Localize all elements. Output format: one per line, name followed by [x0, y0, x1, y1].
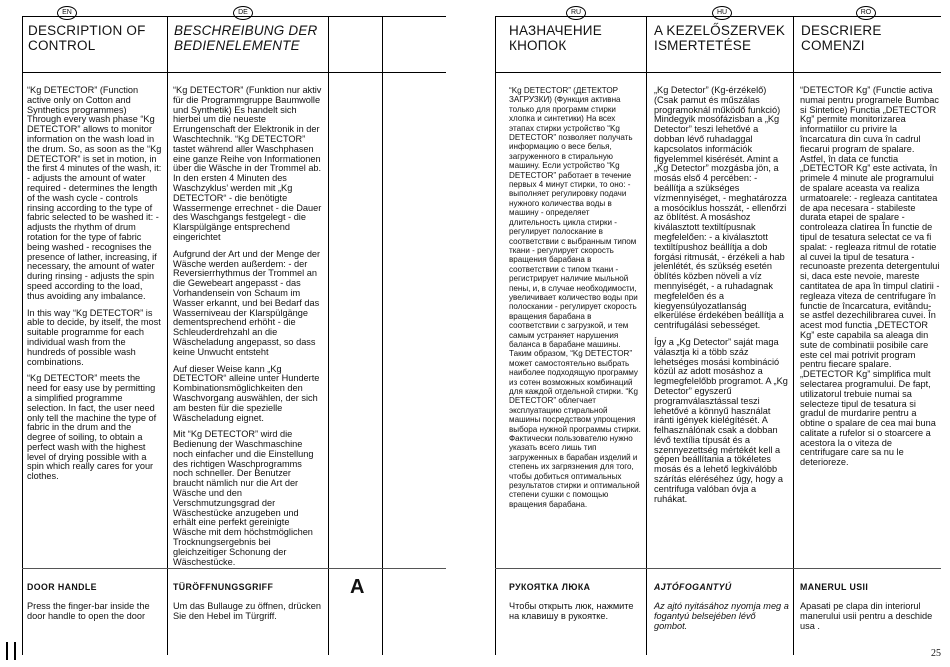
hungarian-flag-icon: HU — [712, 6, 732, 20]
title-ro: DESCRIERE COMENZI — [801, 23, 882, 53]
column-divider — [22, 16, 23, 655]
title-en: DESCRIPTION OF CONTROL — [28, 23, 146, 53]
en-paragraph: In this way “Kg DETECTOR” is able to decide, by itself, the most suitable programme for each individual wash from the hundreds of possible wash combinations. — [27, 307, 161, 367]
hu-paragraph: Így a „Kg Detector” saját maga választja ki a több száz lehetséges mosási kombináció közül az adott mosáshoz a legmegfelelőbb programot. A „Kg Detector” egyszerű programválasztással teszi lehetővé a könnyű használat iránti igények kielégítését. A felhasználónak csak a dobban lévő textília típusát és a szennyezettség mértékét kell a gépen beállítania a tökéletes mosás és a lehető legkiválóbb szárítás eléréséhez úgy, hogy a centrifuga valóban óvja a ruhákat. — [654, 336, 788, 504]
door-handle-text-en: Press the finger-bar inside the door handle to open the door — [27, 601, 150, 621]
en-paragraph: “Kg DETECTOR” (Function active only on Cotton and Synthetics programmes) Through every wash phase “Kg DETECTOR” allows to monitor information on the wash load in the drum. So, as soon as the “Kg DETECTOR” is set in motion, in the first 4 minutes of the wash, it: - adjusts the amount of water required - determines the length of the wash cycle - controls rinsing according to the type of fabric selected to be washed it: - adjusts the rhythm of drum rotation for the type of fabric being washed - recognises the presence of lather, increasing, if necessary, the amount of water during rinsing - adjusts the spin speed according to the load, thus avoiding any imbalance. — [27, 85, 162, 301]
section-marker-a: A — [350, 576, 365, 598]
de-paragraph: Aufgrund der Art und der Menge der Wäsche werden außerdem: - der Reversierrhythmus der Trommel an die Gewebeart angepasst - das Vorhandensein von Schaum im Wasser erkannt, und bei Bedarf das Wasserniveau der Klarspülgänge dementsprechend erhöht - die Schleuderdrehzahl an die Wäscheladung angepasst, so dass keine Unwucht entsteht — [173, 248, 321, 357]
right-page — [475, 0, 950, 667]
de-paragraph: “Kg DETECTOR” (Funktion nur aktiv für die Programmgruppe Baumwolle und Synthetik) Es handelt sich hierbei um die neueste Errungenschaft der Elektronik in der Waschtechnik. “Kg DETECTOR” tastet während aller Waschphasen eine ganze Reihe von Informationen über die Wäsche in der Trommel ab. In den ersten 4 Minuten des Waschzyklus’ werden mit „Kg DETECTOR“ - die benötigte Wassermenge errechnet - die Dauer des Waschgangs festgelegt - die Klarspülgänge entsprechend eingerichtet — [173, 85, 322, 242]
en-paragraph: “Kg DETECTOR” meets the need for easy use by permitting a simplified programme selection. In fact, the user need only tell the machine the type of fabric in the drum and the degree of soiling, to obtain a perfect wash with the highest level of drying possible with a spin which really cares for your clothes. — [27, 373, 157, 482]
title-de: BESCHREIBUNG DER BEDIENELEMENTE — [174, 23, 318, 53]
ro-paragraph: “DETECTOR Kg” (Functie activa numai pentru programele Bumbac si Sintetice) Functia „DETECTOR Kg” permite monitorizarea informatiilor cu privire la încarcatura din cuva în cadrul fiecarui program de spalare. Astfel, în data ce functia „DETECTOR Kg” este activata, în primele 4 minute ale programului de spalare aceasta va realiza urmatoarele: - regleaza cantitatea de apa necesara - stabileste durata etapei de spalare - controleaza clatirea În functie de tipul de tesatura selectat ce va fi spalat: - regleaza ritmul de rotatie al cuvei la tipul de tesatura - recunoaste prezenta detergentului si, daca este nevoie, mareste cantitatea de apa în timpul clatirii - regleaza viteza de centrifugare în functie de încarcatura, evitându-se astfel dezechilibrarea cuvei. În acest mod functia „DETECTOR Kg” este capabila sa aleaga din sute de combinatii posibile care este cel mai potrivit program pentru fiecare spalare. „DETECTOR Kg” simplifica mult selectarea programului. De fapt, utilizatorul trebuie numai sa selecteze tipul de tesatura si gradul de murdarire pentru a obtine o spalare de cea mai buna calitate a rufelor si o stoarcere a acestora la o viteza de centrifugare care sa nu le deterioreze. — [800, 85, 940, 468]
page-number: 25 — [931, 648, 941, 659]
title-ru: НАЗНАЧЕНИЕ КНОПОК — [509, 23, 602, 53]
door-handle-text-de: Um das Bullauge zu öffnen, drücken Sie den Hebel im Türgriff. — [173, 601, 321, 621]
top-rule — [495, 16, 941, 17]
column-divider — [167, 16, 168, 655]
top-rule — [22, 16, 446, 17]
de-paragraph: Auf dieser Weise kann „Kg DETECTOR“ alleine unter Hunderte Kombinationsmöglichkeiten den Waschvorgang auswählen, der sich am besten für die spezielle Wäscheladung eignet. — [173, 363, 320, 423]
column-divider — [328, 16, 329, 655]
column-ru — [509, 86, 641, 516]
column-divider — [495, 16, 496, 655]
door-handle-text-ru: Чтобы открыть люк, нажмите на клавишу в рукоятке. — [509, 601, 634, 621]
column-en — [27, 86, 162, 489]
hu-paragraph: „Kg Detector” (Kg-érzékelő) (Csak pamut és műszálas programoknál működő funkció) Mindegyik mosófázisban a „Kg Detector” teszi lehetővé a dobban lévő ruhadaggal kapcsolatos információk figyelemmel kisérését. Amint a „Kg Detector” mozgásba jön, a mosás első 4 percében: - beállítja a szükséges vízmennyiséget, - meghatározza a mosóciklus hosszát, - ellenőrzi az öblítést. A mosáshoz kiválasztott textiltípusnak megfelelően: - a kiválasztott textiltípushoz beállítja a dob forgási ritmusát, - érzékeli a hab jelenlétét, és szükség esetén öblítés közben növeli a víz mennyiségét, - a ruhadagnak megfelelően és a kiegyensúlyozatlanság elkerülése érdekében beállítja a centrifugálási sebességet. — [654, 85, 787, 331]
door-handle-heading-hu: AJTÓFOGANTYÚ — [654, 582, 732, 592]
door-handle-heading-de: TÜRÖFFNUNGSGRIFF — [173, 582, 274, 592]
door-handle-text-ro: Apasati pe clapa din interiorul manerului usii pentru a deschide usa . — [800, 601, 933, 631]
door-handle-heading-ru: РУКОЯТКА ЛЮКА — [509, 582, 591, 592]
header-rule — [22, 72, 446, 73]
door-handle-heading-en: DOOR HANDLE — [27, 582, 97, 592]
section-rule — [495, 568, 941, 569]
column-de — [173, 86, 323, 574]
ru-paragraph: “Kg DETECTOR” (ДЕТЕКТОР ЗАГРУЗКИ) (Функция активна только для программ стирки хлопка и синтетики) На всех этапах стирки устройство “Kg DETECTOR” позволяет получать информацию о весе белья, загруженного в стиральную машину. Если устройство “Kg DETECTOR” работает в течение первых 4 минут стирки, то оно: - выполняет регулировку подачи нужного количества воды в машину - определяет длительность цикла стирки - регулирует полоскание в соответствии с выбранным типом ткани - регулирует скорость вращения барабана в соответствии с типом ткани - регистрирует наличие мыльной пены, и, в случае необходимости, увеличивает количество воды при полоскании - регулирует скорость вращения барабана в соответствии с загрузкой, и тем самым устраняет нарушения баланса в барабане машины. Таким образом, “Kg DETECTOR” может самостоятельно выбрать наиболее подходящую программу из сотен возможных комбинаций для каждой отдельной стирки. “Kg DETECTOR” облегчает эксплуатацию стиральной машины посредством упрощения выбора нужной программы стирки. Фактически пользователю нужно указать всего лишь тип загруженных в барабан изделий и степень их загрязнения для того, чтобы добиться оптимальных результатов стирки и оптимальной степени сушки с помощью вращения барабана. — [509, 86, 641, 509]
door-handle-text-hu: Az ajtó nyitásához nyomja meg a fogantyú belsejében lévő gombot. — [654, 601, 789, 631]
title-hu: A KEZELŐSZERVEK ISMERTETÉSE — [654, 23, 786, 53]
column-divider — [793, 16, 794, 655]
column-divider — [382, 16, 383, 655]
russian-flag-icon: RU — [566, 6, 586, 20]
column-divider — [646, 16, 647, 655]
german-flag-icon: DE — [233, 6, 253, 20]
romanian-flag-icon: RO — [856, 6, 876, 20]
column-ro — [800, 86, 940, 475]
binding-mark — [6, 642, 16, 660]
english-flag-icon: EN — [57, 6, 77, 20]
header-rule — [495, 72, 941, 73]
de-paragraph: Mit “Kg DETECTOR” wird die Bedienung der Waschmaschine noch einfacher und die Einstellung des richtigen Waschprogramms noch schneller. Der Benutzer braucht nämlich nur die Art der Wäsche und den Verschmutzungsgrad der Wäschestücke anzugeben und erhält eine perfekt gereinigte Wäsche mit dem höchstmöglichen Trocknungsergebnis bei gleichzeitiger Schonung der Wäschestücke. — [173, 429, 314, 567]
column-hu — [654, 86, 790, 511]
door-handle-heading-ro: MANERUL USII — [800, 582, 869, 592]
